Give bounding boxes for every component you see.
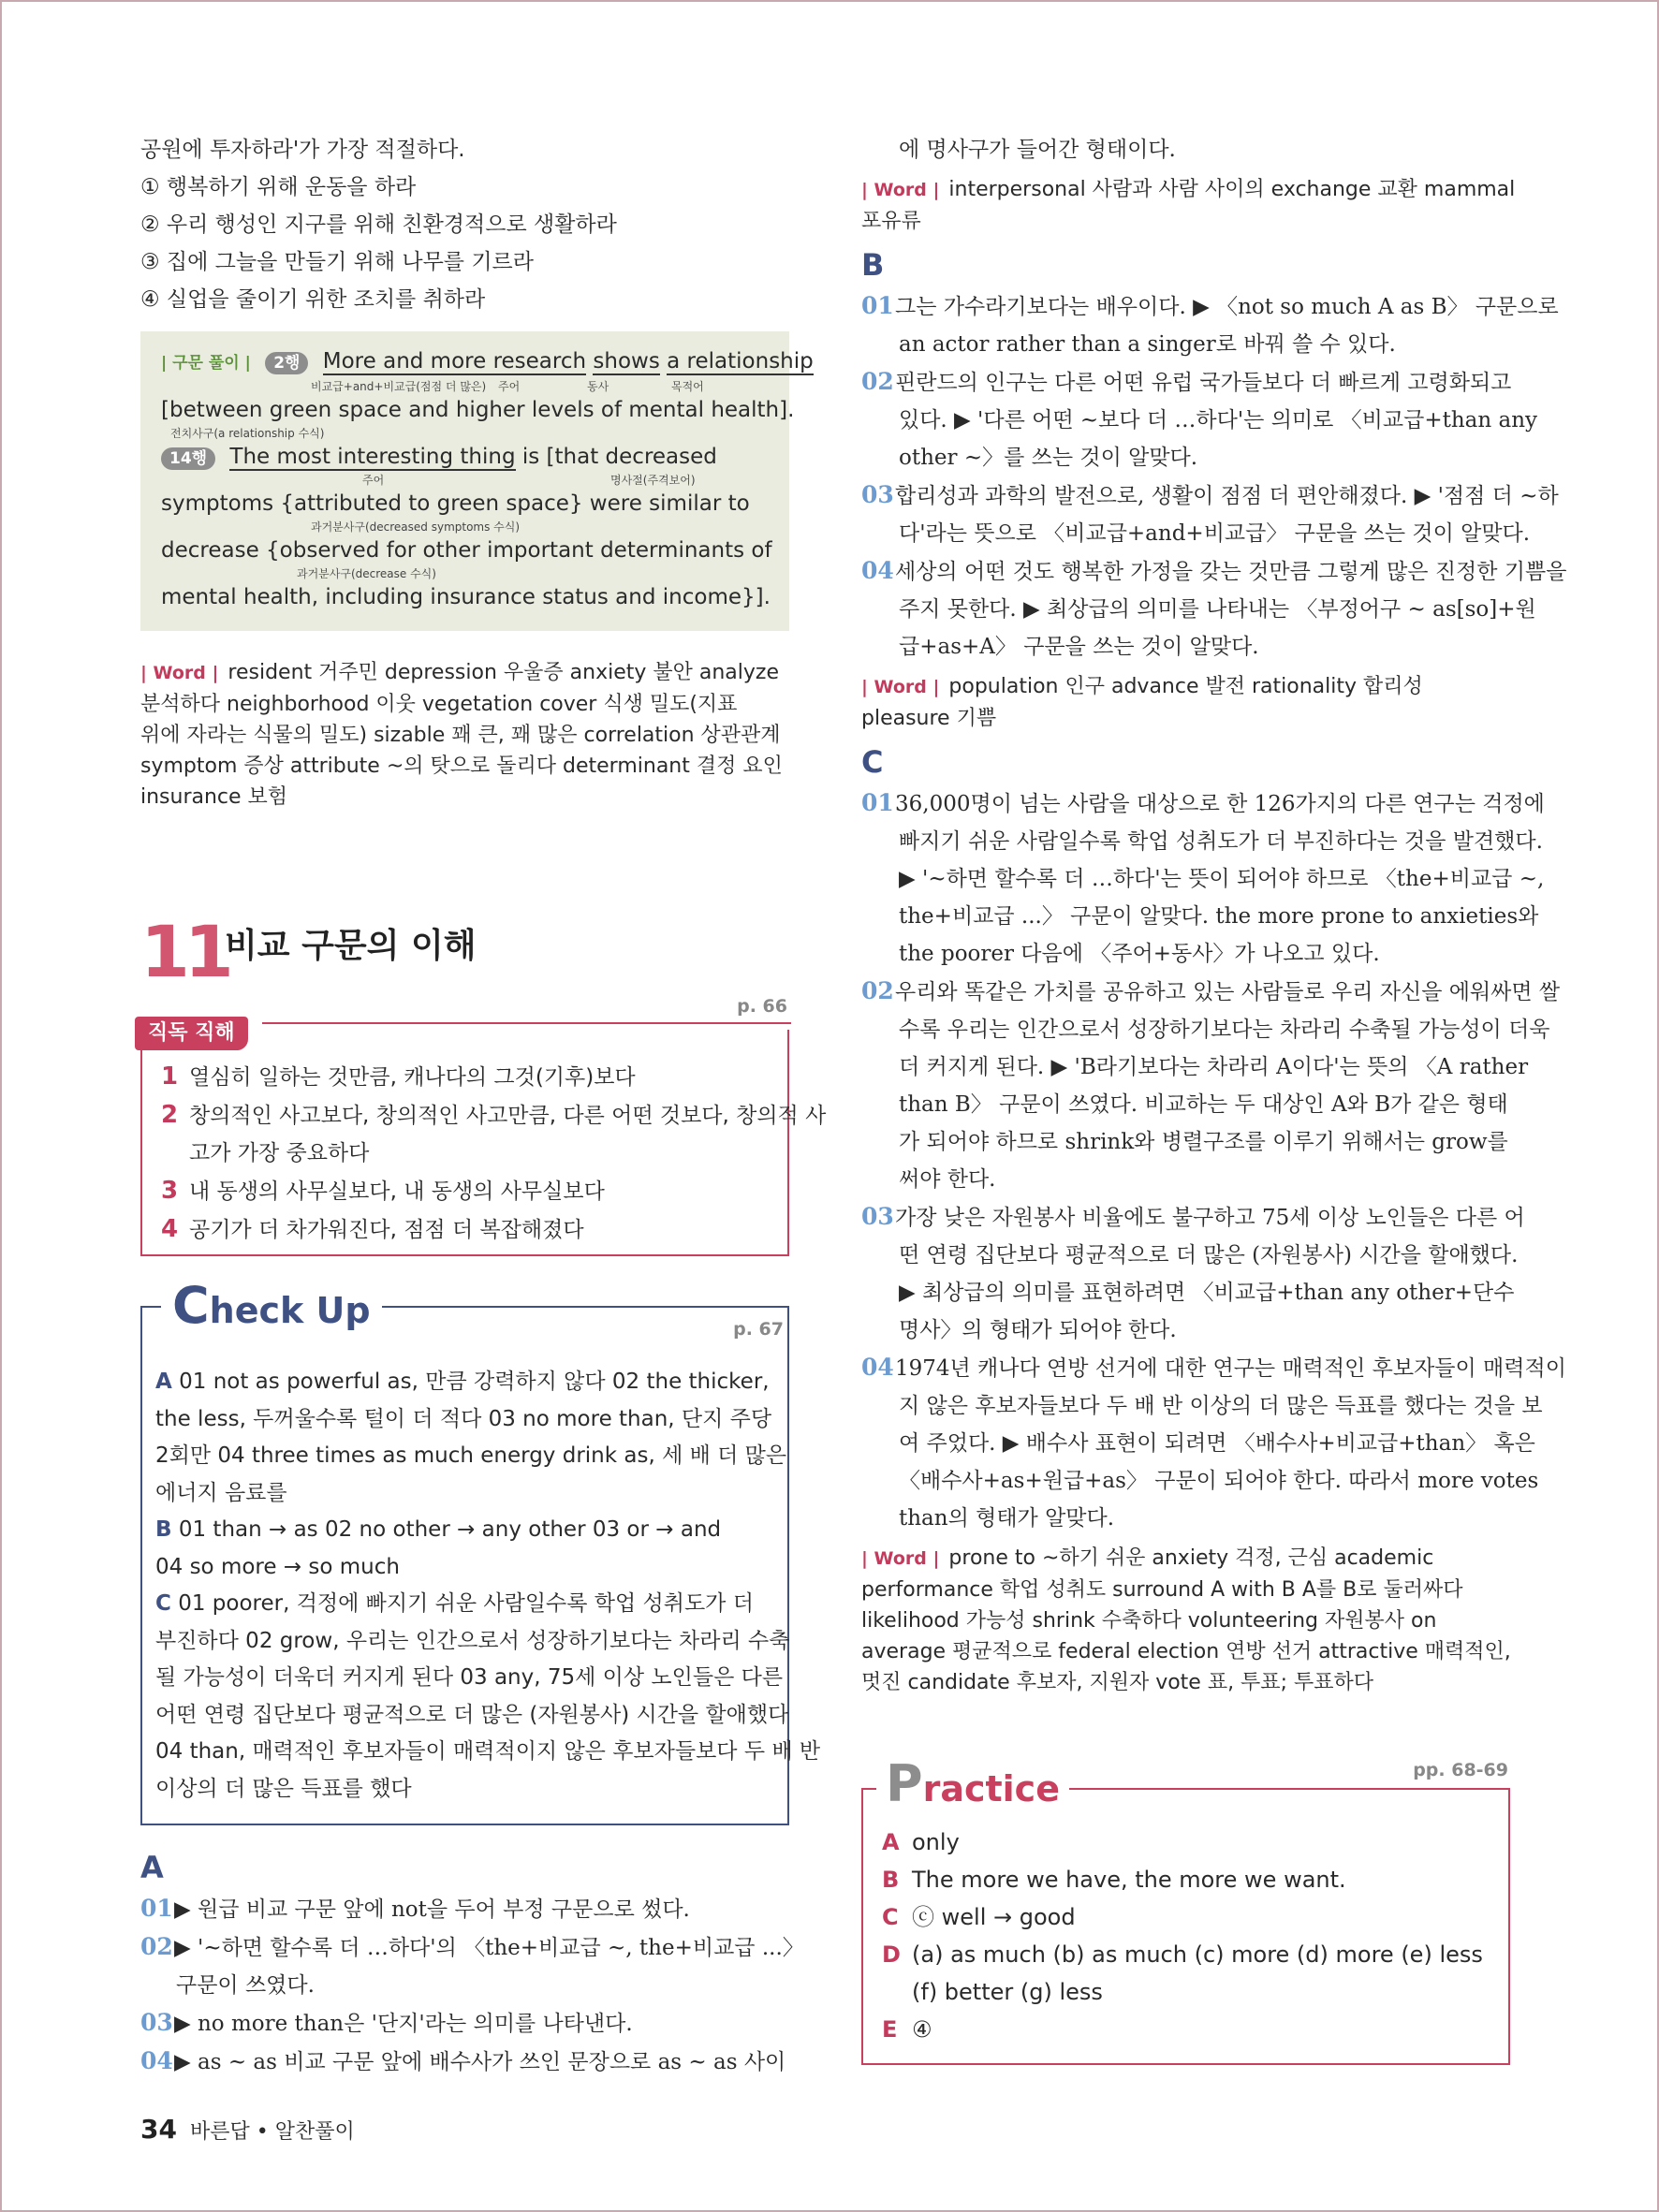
- annotation: 동사: [587, 380, 609, 393]
- word-line: resident 거주민 depression 우울증 anxiety 불안 analyze: [228, 661, 779, 684]
- syntax-analysis-box: [140, 331, 814, 631]
- item-text: the poorer 다음에 〈주어+동사〉가 나오고 있다.: [899, 942, 1380, 966]
- item-number: 04: [861, 1354, 894, 1381]
- section-title: 비교 구문의 이해: [225, 927, 477, 965]
- item-text: ▶ '~하면 할수록 더 …하다'의 〈the+비교급 ~, the+비교급 ...〉: [174, 1936, 804, 1960]
- sentence-line: decrease {observed for other important determinants of: [161, 538, 772, 563]
- answer-text: 될 가능성이 더욱더 커지게 된다 03 any, 75세 이상 노인들은 다른: [155, 1665, 784, 1690]
- item-text: 여 주었다. ▶ 배수사 표현이 되려면 〈배수사+비교급+than〉 혹은: [899, 1431, 1535, 1456]
- word-list-a: [861, 174, 1516, 237]
- word-line: pleasure 기쁨: [861, 707, 997, 730]
- answer-text: (f) better (g) less: [912, 1979, 1103, 2005]
- item-text: than B〉 구문이 쓰였다. 비교하는 두 대상인 A와 B가 같은 형태: [899, 1092, 1508, 1117]
- answer-text: 04 so more → so much: [155, 1554, 400, 1579]
- sentence-line: [between green space and higher levels of mental health].: [161, 398, 795, 422]
- section-letter: C: [861, 744, 884, 780]
- item-text: 명사〉의 형태가 되어야 한다.: [899, 1318, 1177, 1342]
- item-text: 떤 연령 집단보다 평균적으로 더 많은 (자원봉사) 시간을 할애했다.: [899, 1243, 1519, 1267]
- section-c-items: [861, 784, 1566, 1537]
- answer-label: B: [155, 1517, 172, 1542]
- item-number: 02: [861, 977, 894, 1004]
- annotation: 비교급+and+비교급(점점 더 많은): [311, 380, 487, 393]
- word-list-b: [861, 671, 1510, 734]
- item-number: 01: [861, 789, 894, 816]
- item-text: 창의적인 사고보다, 창의적인 사고만큼, 다른 어떤 것보다, 창의적 사: [189, 1104, 827, 1128]
- answer-text: 에너지 음료를: [155, 1480, 287, 1505]
- item-number: 02: [140, 1933, 173, 1960]
- word-line: prone to ~하기 쉬운 anxiety 걱정, 근심 academic: [948, 1546, 1434, 1570]
- book-title: 바른답 • 알찬풀이: [189, 2120, 355, 2144]
- word-list-left: [140, 657, 789, 813]
- item-text: the+비교급 ...〉 구문이 알맞다. the more prone to anxieties와: [899, 904, 1539, 929]
- word-tag: | Word |: [140, 663, 219, 683]
- answer-label: D: [882, 1941, 901, 1968]
- answer-text: 01 not as powerful as, 만큼 강력하지 않다 02 the thicker,: [171, 1370, 770, 1394]
- section-heading: [140, 910, 789, 993]
- object: a relationship: [667, 349, 814, 374]
- check-up-title: Check Up: [161, 1280, 382, 1337]
- item-text: 가장 낮은 자원봉사 비율에도 불구하고 75세 이상 노인들은 다른 어: [895, 1206, 1525, 1230]
- word-line: 분석하다 neighborhood 이웃 vegetation cover 식생 밀도(지표: [140, 693, 738, 716]
- item-text: 핀란드의 인구는 다른 어떤 유럽 국가들보다 더 빠르게 고령화되고: [895, 371, 1512, 395]
- item-text: 빠지기 쉬운 사람일수록 학업 성취도가 더 부진하다는 것을 발견했다.: [899, 829, 1543, 854]
- check-up-box: [140, 1276, 821, 1825]
- item-text: 있다. ▶ '다른 어떤 ~보다 더 …하다'는 의미로 〈비교급+than any: [899, 408, 1538, 432]
- annotation-row: [161, 474, 769, 487]
- answer-text: ④: [912, 2016, 932, 2043]
- item-text: other ~〉를 쓰는 것이 알맞다.: [899, 446, 1198, 470]
- item-text: 급+as+A〉 구문을 쓰는 것이 알맞다.: [899, 635, 1259, 659]
- item-number: 03: [140, 2009, 173, 2036]
- direct-reading-box: [140, 996, 827, 1256]
- item-text: ▶ no more than은 '단지'라는 의미를 나타낸다.: [174, 2012, 633, 2036]
- item-number: 03: [861, 1203, 894, 1230]
- left-column: [140, 131, 814, 813]
- answer-text: 01 than → as 02 no other → any other 03 or → and: [171, 1517, 722, 1542]
- item-text: 공기가 더 차가워진다, 점점 더 복잡해졌다: [189, 1218, 584, 1242]
- item-text: 그는 가수라기보다는 배우이다. ▶ 〈not so much A as B〉 구문으로: [895, 295, 1559, 319]
- answer-explanation-top: [140, 131, 789, 318]
- annotation-row: [161, 567, 769, 580]
- line-pill: 2행: [265, 352, 308, 374]
- sentence-line: mental health, including insurance status and income}].: [161, 585, 771, 609]
- page-reference: pp. 68-69: [1413, 1760, 1508, 1780]
- annotation: 명사절(주격보어): [610, 474, 696, 487]
- annotation-row: [161, 427, 769, 440]
- item-text: 열심히 일하는 것만큼, 캐나다의 그것(기후)보다: [189, 1065, 636, 1090]
- word-line: 위에 자라는 식물의 밀도) sizable 꽤 큰, 꽤 많은 correlation 상관관계: [140, 724, 781, 747]
- section-b-items: [861, 287, 1567, 666]
- item-number: 2: [161, 1101, 179, 1129]
- answer-text: ⓒ well → good: [912, 1904, 1076, 1930]
- word-tag: | Word |: [861, 180, 940, 200]
- item-number: 1: [161, 1062, 179, 1091]
- page-number: 34: [140, 2114, 177, 2145]
- word-tag: | Word |: [861, 1548, 940, 1569]
- text-line: 공원에 투자하라'가 가장 적절하다.: [140, 138, 465, 162]
- word-line: performance 학업 성취도 surround A with B A를 B로 둘러싸다: [861, 1578, 1463, 1602]
- text-line: ① 행복하기 위해 운동을 하라: [140, 175, 417, 199]
- item-number: 03: [861, 481, 894, 508]
- word-line: interpersonal 사람과 사람 사이의 exchange 교환 mammal: [948, 178, 1516, 201]
- word-line: likelihood 가능성 shrink 수축하다 volunteering 자원봉사 on: [861, 1609, 1437, 1633]
- word-line: symptom 증상 attribute ~의 탓으로 돌리다 determinant 결정 요인: [140, 754, 783, 778]
- text-line: ② 우리 행성인 지구를 위해 친환경적으로 생활하라: [140, 212, 617, 237]
- word-line: 포유류: [861, 210, 921, 233]
- item-text: 36,000명이 넘는 사람을 대상으로 한 126가지의 다른 연구는 걱정에: [895, 792, 1545, 816]
- section-letter: A: [140, 1850, 164, 1885]
- item-text: 구문이 쓰였다.: [176, 1973, 315, 1998]
- word-list-c: [861, 1543, 1510, 1698]
- item-text: 〈배수사+as+원급+as〉 구문이 되어야 한다. 따라서 more votes: [899, 1469, 1539, 1493]
- direct-reading-badge: 직독 직해: [135, 1017, 248, 1050]
- word-line: average 평균적으로 federal election 연방 선거 attractive 매력적인,: [861, 1640, 1511, 1663]
- annotation: 주어: [362, 474, 385, 487]
- answer-label: C: [155, 1591, 171, 1616]
- word-line: population 인구 advance 발전 rationality 합리성: [948, 675, 1423, 698]
- answer-text: 2회만 04 three times as much energy drink as, 세 배 더 많은: [155, 1443, 787, 1468]
- practice-box: [861, 1754, 1510, 2065]
- word-line: 멋진 candidate 후보자, 지원자 vote 표, 투표; 투표하다: [861, 1671, 1373, 1694]
- item-text: 다'라는 뜻으로 〈비교급+and+비교급〉 구문을 쓰는 것이 알맞다.: [899, 521, 1531, 546]
- item-text: 지 않은 후보자들보다 두 배 반 이상의 더 많은 득표를 했다는 것을 보: [899, 1394, 1543, 1418]
- syntax-tag: | 구문 풀이 |: [161, 354, 251, 373]
- item-text: ▶ 최상급의 의미를 표현하려면 〈비교급+than any other+단수: [899, 1281, 1515, 1305]
- answer-text: 어떤 연령 집단보다 평균적으로 더 많은 (자원봉사) 시간을 할애했다: [155, 1702, 789, 1727]
- item-number: 3: [161, 1177, 179, 1205]
- answer-text: 이상의 더 많은 득표를 했다: [155, 1776, 412, 1801]
- item-number: 04: [140, 2047, 173, 2074]
- annotation: 전치사구(a relationship 수식): [170, 427, 325, 440]
- section-number: 11: [140, 910, 228, 993]
- answer-text: only: [912, 1829, 960, 1855]
- item-number: 01: [140, 1895, 173, 1922]
- word-tag: | Word |: [861, 677, 940, 697]
- answer-text: the less, 두꺼울수록 털이 더 적다 03 no more than, 단지 주당: [155, 1406, 772, 1431]
- annotation: 과거분사구(decrease 수식): [297, 567, 436, 580]
- annotation: 과거분사구(decreased symptoms 수식): [311, 520, 521, 534]
- answer-label: A: [155, 1370, 172, 1394]
- item-text: 가 되어야 하므로 shrink와 병렬구조를 이루기 위해서는 grow를: [899, 1130, 1508, 1154]
- answer-text: (a) as much (b) as much (c) more (d) more (e) less: [912, 1941, 1483, 1968]
- answer-label: E: [882, 2016, 898, 2043]
- practice-title: Practice: [876, 1758, 1069, 1815]
- item-number: 02: [861, 368, 894, 395]
- item-text: than의 형태가 알맞다.: [899, 1506, 1115, 1531]
- item-text: 내 동생의 사무실보다, 내 동생의 사무실보다: [189, 1179, 605, 1204]
- page-reference: p. 67: [733, 1319, 784, 1340]
- text-line: ③ 집에 그늘을 만들기 위해 나무를 기르라: [140, 250, 534, 274]
- answer-text: 부진하다 02 grow, 우리는 인간으로서 성장하기보다는 차라리 수축: [155, 1628, 790, 1653]
- annotation: 주어: [498, 380, 521, 393]
- item-text: 1974년 캐나다 연방 선거에 대한 연구는 매력적인 후보자들이 매력적이: [895, 1356, 1566, 1381]
- item-text: ▶ 원급 비교 구문 앞에 not을 두어 부정 구문으로 썼다.: [174, 1897, 690, 1922]
- item-text: 고가 가장 중요하다: [189, 1141, 370, 1165]
- item-text: ▶ '~하면 할수록 더 …하다'는 뜻이 되어야 하므로 〈the+비교급 ~,: [899, 867, 1545, 891]
- sentence-part: is [that decreased: [521, 445, 717, 469]
- item-text: 써야 한다.: [899, 1167, 996, 1192]
- item-text: 세상의 어떤 것도 행복한 가정을 갖는 것만큼 그렇게 많은 진정한 기쁨을: [895, 560, 1567, 584]
- item-text: an actor rather than a singer로 바꿔 쓸 수 있다.: [899, 332, 1396, 357]
- item-number: 04: [861, 557, 894, 584]
- annotation: 목적어: [671, 380, 704, 393]
- subject: The most interesting thing: [229, 445, 516, 469]
- item-text: 주지 못한다. ▶ 최상급의 의미를 나타내는 〈부정어구 ~ as[so]+원: [899, 597, 1536, 622]
- item-text: 우리와 똑같은 가치를 공유하고 있는 사람들로 우리 자신을 에워싸면 쌀: [895, 980, 1561, 1004]
- answer-label: C: [882, 1904, 899, 1930]
- item-number: 4: [161, 1215, 179, 1243]
- answer-text: 01 poorer, 걱정에 빠지기 쉬운 사람일수록 학업 성취도가 더: [170, 1591, 754, 1616]
- word-line: insurance 보험: [140, 785, 288, 809]
- answer-label: A: [882, 1829, 900, 1855]
- right-column: [861, 131, 1567, 1698]
- answer-text: The more we have, the more we want.: [912, 1867, 1346, 1893]
- answer-label: B: [882, 1867, 900, 1893]
- annotation-row: [161, 380, 769, 393]
- item-text: 수록 우리는 인간으로서 성장하기보다는 차라리 수축될 가능성이 더욱: [899, 1018, 1550, 1042]
- section-a-explanations: [140, 1839, 804, 2081]
- section-letter: B: [861, 247, 885, 283]
- page-footer: [140, 2116, 355, 2146]
- annotation-row: [161, 520, 769, 534]
- item-text: ▶ as ~ as 비교 구문 앞에 배수사가 쓰인 문장으로 as ~ as 사이: [174, 2050, 786, 2074]
- verb: shows: [593, 349, 660, 374]
- answer-text: 04 than, 매력적인 후보자들이 매력적이지 않은 후보자들보다 두 배 반: [155, 1739, 821, 1764]
- page-reference: p. 66: [737, 996, 787, 1017]
- text-line: 에 명사구가 들어간 형태이다.: [899, 138, 1176, 162]
- item-number: 01: [861, 292, 894, 319]
- text-line: ④ 실업을 줄이기 위한 조치를 취하라: [140, 287, 486, 312]
- item-text: 합리성과 과학의 발전으로, 생활이 점점 더 편안해졌다. ▶ '점점 더 ~하: [895, 484, 1559, 508]
- item-text: 더 커지게 된다. ▶ 'B라기보다는 차라리 A이다'는 뜻의 〈A rather: [899, 1055, 1529, 1079]
- line-pill: 14행: [161, 447, 215, 470]
- sentence-line: symptoms {attributed to green space} were similar to: [161, 491, 750, 516]
- subject: More and more research: [322, 349, 587, 374]
